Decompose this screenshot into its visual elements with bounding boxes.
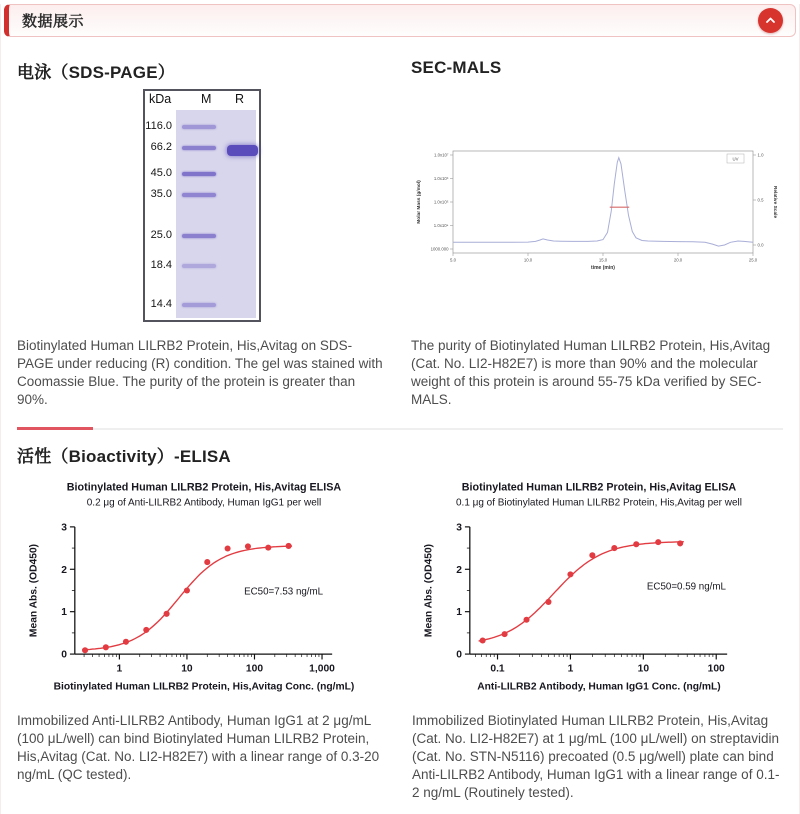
svg-text:UV: UV bbox=[732, 156, 739, 162]
gel-sample-band bbox=[227, 145, 258, 156]
svg-text:1: 1 bbox=[455, 607, 462, 619]
svg-text:0.2 μg of Anti-LILRB2 Antibody: 0.2 μg of Anti-LILRB2 Antibody, Human IgG1 per well bbox=[86, 497, 321, 509]
svg-text:1: 1 bbox=[116, 663, 122, 675]
gel-marker-label: 45.0 bbox=[150, 167, 172, 180]
elisa-caption-2: Immobilized Biotinylated Human LILRB2 Protein, His,Avitag (Cat. No. LI2-H82E7) at 1 μg/mL (100 μL/well) on streptavidin (Cat. No. STN-N5116) precoated (0.5 μg/well) plate can bind Anti-LILRB2 Antibody, Human IgG1 with a linear range of 0.1-2 ng/mL (Routinely tested). bbox=[412, 713, 780, 800]
svg-text:0.5: 0.5 bbox=[757, 197, 764, 203]
svg-text:Mean Abs. (OD450): Mean Abs. (OD450) bbox=[423, 543, 435, 638]
svg-text:0: 0 bbox=[455, 649, 462, 661]
svg-text:2: 2 bbox=[60, 564, 67, 576]
qc-section-grid bbox=[17, 52, 783, 409]
gel-marker-band bbox=[182, 303, 216, 307]
gel-marker-label: 116.0 bbox=[145, 119, 172, 132]
gel-marker-band bbox=[182, 172, 216, 176]
svg-text:0: 0 bbox=[60, 649, 67, 661]
svg-text:10.0: 10.0 bbox=[523, 257, 533, 263]
gel-lane-label-m: M bbox=[201, 92, 212, 106]
svg-text:5.0: 5.0 bbox=[450, 257, 456, 263]
gel-marker-band bbox=[182, 264, 216, 268]
svg-text:Biotinylated Human LILRB2 Prot: Biotinylated Human LILRB2 Protein, His,Avitag ELISA bbox=[66, 481, 341, 494]
svg-text:15.0: 15.0 bbox=[598, 257, 608, 263]
svg-text:1.0x10⁵: 1.0x10⁵ bbox=[433, 199, 449, 205]
elisa-caption-1: Immobilized Anti-LILRB2 Antibody, Human IgG1 at 2 μg/mL (100 μL/well) can bind Biotinylated Human LILRB2 Protein, His,Avitag (Cat. No. LI2-H82E7) with a linear range of 0.3-20 ng/mL (QC tested). bbox=[17, 713, 380, 782]
svg-text:Biotinylated Human LILRB2 Prot: Biotinylated Human LILRB2 Protein, His,Avitag ELISA bbox=[461, 481, 736, 494]
gel-marker-label: 66.2 bbox=[150, 140, 172, 153]
collapse-button[interactable] bbox=[758, 8, 783, 33]
elisa-figure-2 bbox=[412, 477, 783, 702]
gel-marker-label: 14.4 bbox=[150, 297, 172, 310]
svg-text:time (min): time (min) bbox=[591, 265, 615, 271]
gel-unit-label: kDa bbox=[149, 92, 172, 106]
svg-text:EC50=7.53 ng/mL: EC50=7.53 ng/mL bbox=[243, 586, 323, 598]
elisa-figure-1 bbox=[17, 477, 388, 702]
gel-marker-label: 35.0 bbox=[150, 188, 172, 201]
sds-gel-image bbox=[143, 89, 261, 322]
svg-text:1.0: 1.0 bbox=[757, 152, 764, 158]
panel-content bbox=[1, 37, 799, 814]
sec-mals-section-title: SEC-MALS bbox=[411, 58, 502, 77]
svg-text:0.0: 0.0 bbox=[757, 242, 764, 248]
svg-text:10: 10 bbox=[637, 663, 649, 675]
svg-text:Biotinylated Human LILRB2 Prot: Biotinylated Human LILRB2 Protein, His,Avitag Conc. (ng/mL) bbox=[53, 681, 354, 693]
svg-text:2: 2 bbox=[455, 564, 462, 576]
gel-marker-band bbox=[182, 193, 216, 197]
svg-text:Mean Abs. (OD450): Mean Abs. (OD450) bbox=[28, 543, 40, 638]
svg-text:1: 1 bbox=[567, 663, 573, 675]
svg-text:1,000: 1,000 bbox=[308, 663, 335, 675]
sds-page-caption: Biotinylated Human LILRB2 Protein, His,Avitag on SDS-PAGE under reducing (R) condition. The gel was stained with Coomassie Blue. The purity of the protein is greater than 90%. bbox=[17, 338, 383, 407]
elisa-chart-1 bbox=[21, 477, 385, 702]
svg-text:3: 3 bbox=[60, 522, 67, 534]
sec-mals-figure bbox=[411, 87, 783, 327]
divider-line bbox=[17, 428, 783, 430]
svg-text:100: 100 bbox=[245, 663, 263, 675]
gel-marker-band bbox=[182, 146, 216, 150]
svg-text:1.0x10⁷: 1.0x10⁷ bbox=[434, 152, 449, 158]
svg-text:EC50=0.59 ng/mL: EC50=0.59 ng/mL bbox=[646, 581, 726, 593]
data-display-panel-header bbox=[4, 4, 796, 37]
sec-mals-caption: The purity of Biotinylated Human LILRB2 Protein, His,Avitag (Cat. No. LI2-H82E7) is more than 90% and the molecular weight of this protein is around 55-75 kDa verified by SEC-MALS. bbox=[411, 338, 771, 407]
svg-text:Relative Scale: Relative Scale bbox=[772, 185, 777, 219]
svg-text:100: 100 bbox=[707, 663, 725, 675]
svg-text:1: 1 bbox=[60, 607, 67, 619]
gel-marker-label: 18.4 bbox=[150, 259, 172, 272]
elisa-charts-grid bbox=[17, 477, 783, 802]
elisa-chart-2 bbox=[416, 477, 780, 702]
svg-text:Anti-LILRB2 Antibody, Human Ig: Anti-LILRB2 Antibody, Human IgG1 Conc. (ng/mL) bbox=[476, 681, 721, 693]
gel-lane-area bbox=[176, 110, 256, 318]
bioactivity-section-title: 活性（Bioactivity）-ELISA bbox=[17, 447, 231, 466]
product-data-page bbox=[0, 4, 800, 814]
svg-text:Molar Mass (g/mol): Molar Mass (g/mol) bbox=[417, 180, 422, 224]
svg-text:3: 3 bbox=[455, 522, 462, 534]
gel-lane-label-r: R bbox=[235, 92, 245, 106]
svg-text:25.0: 25.0 bbox=[748, 257, 758, 263]
svg-text:1000.000: 1000.000 bbox=[430, 246, 449, 252]
divider-red-accent bbox=[17, 427, 93, 430]
svg-text:20.0: 20.0 bbox=[673, 257, 683, 263]
sds-page-figure bbox=[17, 87, 387, 327]
panel-title: 数据展示 bbox=[22, 13, 85, 30]
svg-text:0.1: 0.1 bbox=[489, 663, 505, 675]
section-divider bbox=[17, 427, 783, 430]
chevron-up-icon bbox=[764, 14, 777, 27]
svg-text:1.0x10⁴: 1.0x10⁴ bbox=[433, 223, 449, 229]
svg-text:10: 10 bbox=[180, 663, 193, 675]
sds-page-section-title: 电泳（SDS-PAGE） bbox=[17, 63, 175, 82]
gel-marker-band bbox=[182, 234, 216, 238]
gel-marker-band bbox=[182, 125, 216, 129]
sec-mals-chart bbox=[411, 141, 783, 273]
gel-marker-label: 25.0 bbox=[150, 229, 172, 241]
svg-text:1.0x10⁶: 1.0x10⁶ bbox=[433, 176, 449, 182]
svg-text:0.1 μg of Biotinylated Human L: 0.1 μg of Biotinylated Human LILRB2 Protein, His,Avitag per well bbox=[455, 497, 742, 509]
